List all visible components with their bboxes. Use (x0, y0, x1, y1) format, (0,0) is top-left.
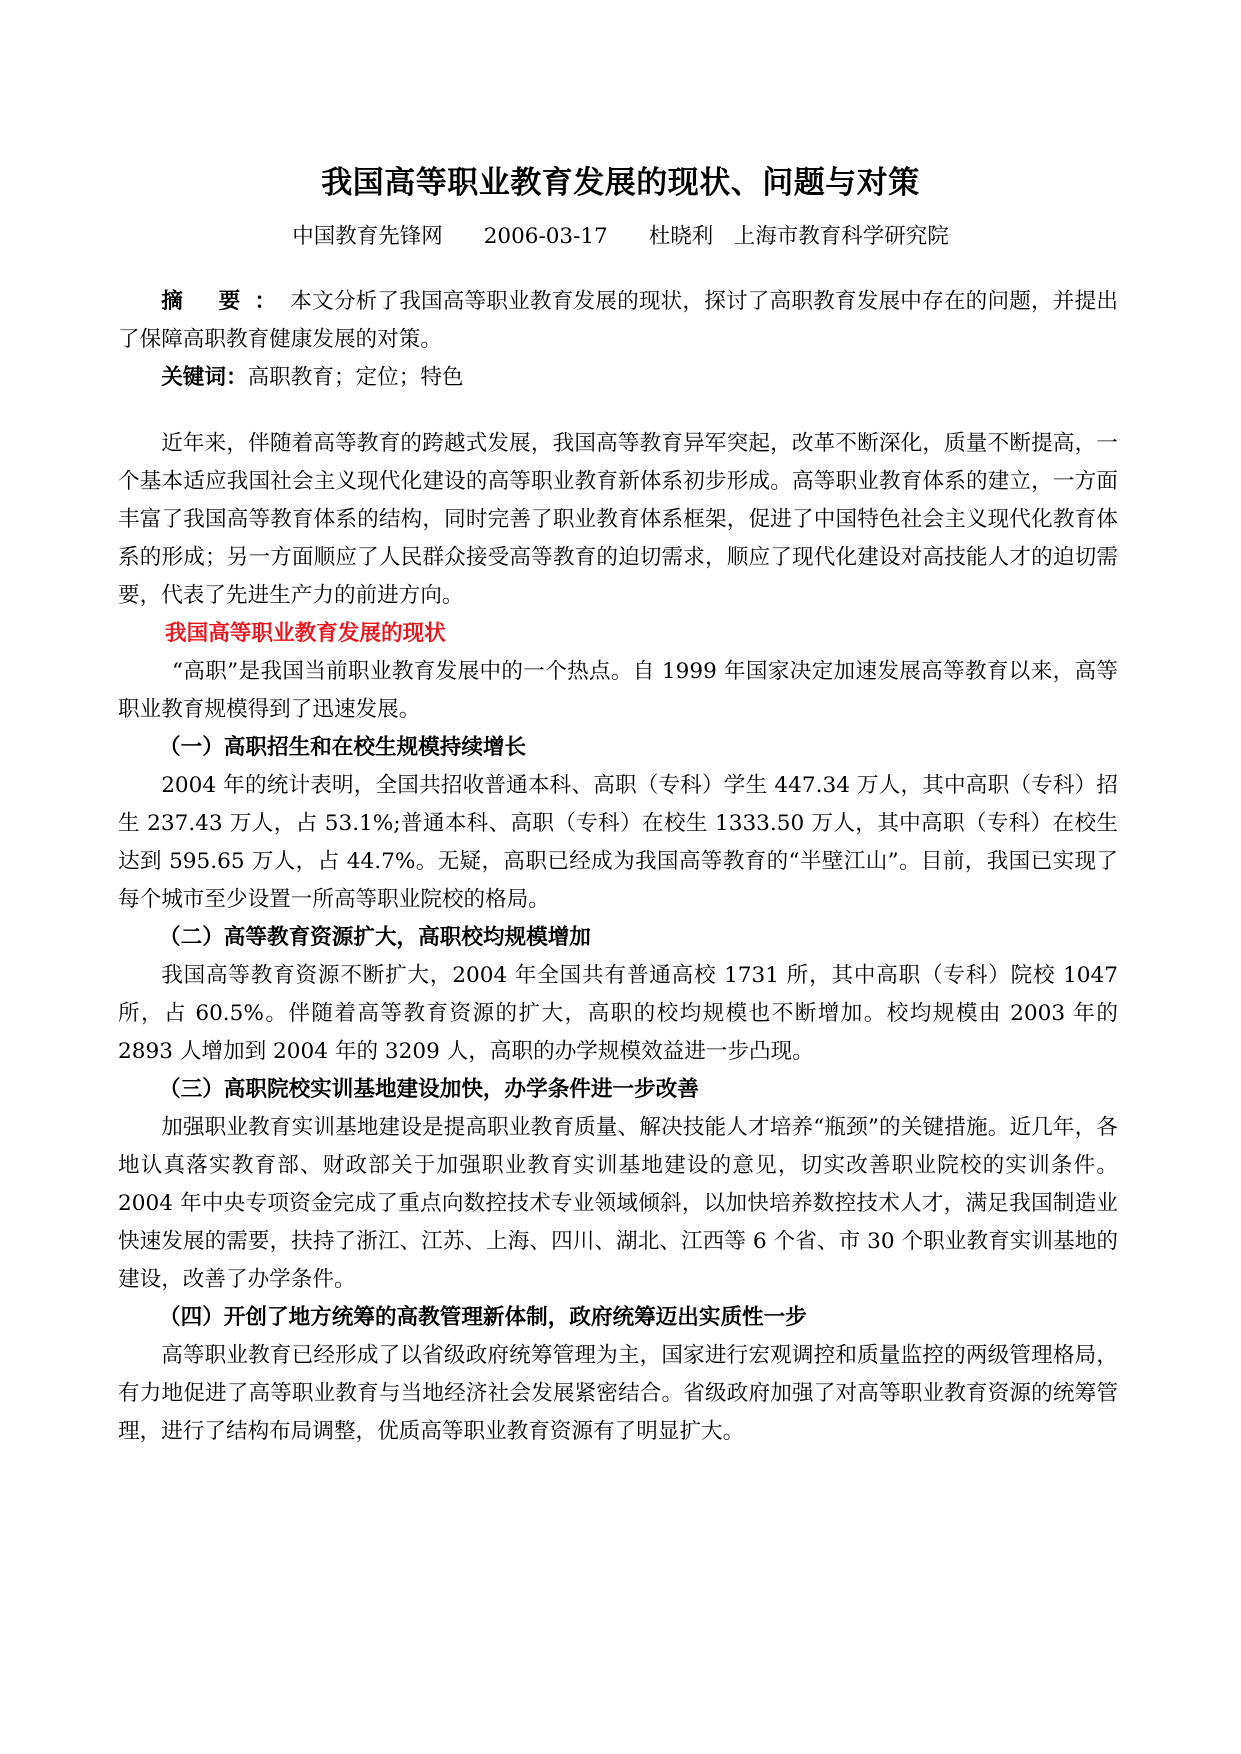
subsection-paragraph-1: 2004 年的统计表明，全国共招收普通本科、高职（专科）学生 447.34 万人，其中高职（专科）招生 237.43 万人，占 53.1%;普通本科、高职（专科）在校生 1333.50 万人，其中高职（专科）在校生达到 595.65 万人，占 44.7%。无疑，高职已经成为我国高等教育的“半壁江山”。目前，我国已实现了每个城市至少设置一所高等职业院校的格局。 (118, 773, 1118, 912)
subsection-heading-4: （四）开创了地方统筹的高教管理新体制，政府统筹迈出实质性一步 (159, 1305, 807, 1330)
abstract-block (118, 283, 1118, 397)
subsection-paragraph-3: 加强职业教育实训基地建设是提高职业教育质量、解决技能人才培养“瓶颈”的关键措施。近几年，各地认真落实教育部、财政部关于加强职业教育实训基地建设的意见，切实改善职业院校的实训条件。2004 年中央专项资金完成了重点向数控技术专业领域倾斜，以加快培养数控技术人才，满足我国制造业快速发展的需要，扶持了浙江、江苏、上海、四川、湖北、江西等 6 个省、市 30 个职业教育实训基地的建设，改善了办学条件。 (118, 1115, 1118, 1292)
keywords-label: 关键词： (161, 365, 248, 390)
subsection-paragraph-2: 我国高等教育资源不断扩大，2004 年全国共有普通高校 1731 所，其中高职（专科）院校 1047 所，占 60.5%。伴随着高等教育资源的扩大，高职的校均规模也不断增加。校均规模由 2003 年的 2893 人增加到 2004 年的 3209 人，高职的办学规模效益进一步凸现。 (118, 963, 1118, 1064)
article-title: 我国高等职业教育发展的现状、问题与对策 (321, 165, 920, 201)
byline (0, 222, 1241, 252)
keywords-text: 高职教育；定位；特色 (247, 365, 464, 390)
body-block (118, 425, 1118, 1451)
keywords (118, 359, 1118, 397)
subsection-heading-2: （二）高等教育资源扩大，高职校均规模增加 (159, 925, 591, 950)
abstract-label: 摘 要： (161, 289, 291, 314)
abstract (118, 283, 1118, 359)
byline-author: 杜晓利 (648, 224, 714, 249)
abstract-text: 本文分析了我国高等职业教育发展的现状，探讨了高职教育发展中存在的问题，并提出了保障高职教育健康发展的对策。 (118, 289, 1118, 352)
byline-date: 2006-03-17 (483, 224, 608, 249)
section-lead-paragraph: “高职”是我国当前职业教育发展中的一个热点。自 1999 年国家决定加速发展高等教育以来，高等职业教育规模得到了迅速发展。 (118, 659, 1118, 722)
intro-paragraph: 近年来，伴随着高等教育的跨越式发展，我国高等教育异军突起，改革不断深化，质量不断提高，一个基本适应我国社会主义现代化建设的高等职业教育新体系初步形成。高等职业教育体系的建立，一方面丰富了我国高等教育体系的结构，同时完善了职业教育体系框架，促进了中国特色社会主义现代化教育体系的形成；另一方面顺应了人民群众接受高等教育的迫切需求，顺应了现代化建设对高技能人才的迫切需要，代表了先进生产力的前进方向。 (118, 431, 1118, 608)
section-heading: 我国高等职业教育发展的现状 (165, 621, 446, 646)
subsection-heading-1: （一）高职招生和在校生规模持续增长 (159, 735, 527, 760)
subsection-heading-3: （三）高职院校实训基地建设加快，办学条件进一步改善 (159, 1077, 699, 1102)
byline-affiliation: 上海市教育科学研究院 (733, 224, 949, 249)
subsection-paragraph-4: 高等职业教育已经形成了以省级政府统筹管理为主，国家进行宏观调控和质量监控的两级管理格局，有力地促进了高等职业教育与当地经济社会发展紧密结合。省级政府加强了对高等职业教育资源的统筹管理，进行了结构布局调整，优质高等职业教育资源有了明显扩大。 (118, 1343, 1118, 1444)
byline-source: 中国教育先锋网 (292, 224, 443, 249)
